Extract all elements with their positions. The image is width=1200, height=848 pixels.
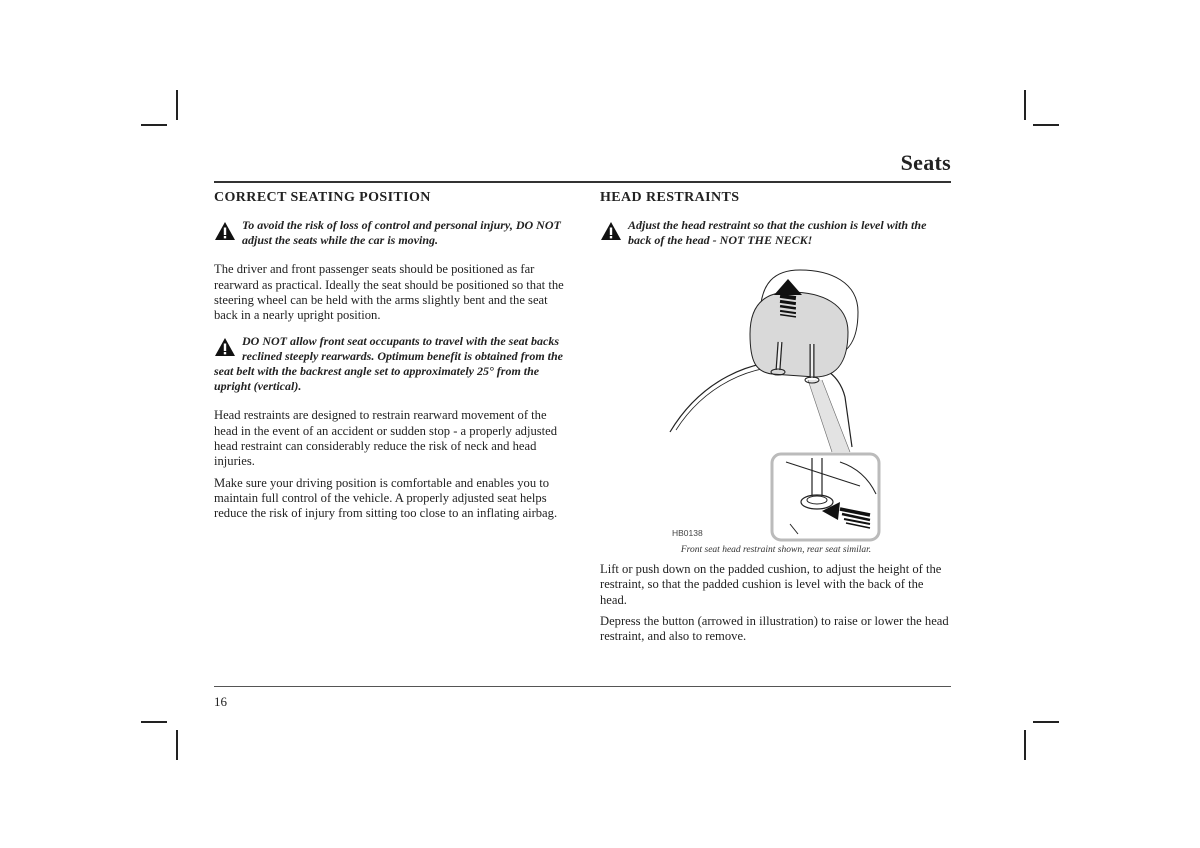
figure-code: HB0138 bbox=[672, 528, 703, 538]
warning-triangle-icon bbox=[214, 221, 236, 241]
warning-triangle-icon bbox=[214, 337, 236, 357]
page-number: 16 bbox=[214, 694, 227, 709]
right-body bbox=[600, 562, 952, 650]
crop-mark bbox=[141, 721, 167, 723]
warning-text: To avoid the risk of loss of control and personal injury, DO NOT adjust the seats while the car is moving. bbox=[242, 218, 561, 248]
footer-rule bbox=[214, 686, 951, 687]
warning-text: Adjust the head restraint so that the cushion is level with the back of the head - NOT THE NECK! bbox=[628, 218, 927, 248]
section-heading-head-restraints: HEAD RESTRAINTS bbox=[600, 190, 740, 205]
warning-block bbox=[600, 218, 952, 248]
crop-mark bbox=[176, 90, 178, 120]
section-heading-seating: CORRECT SEATING POSITION bbox=[214, 190, 431, 205]
warning-block bbox=[214, 334, 566, 395]
warning-block bbox=[214, 218, 566, 248]
right-column bbox=[600, 190, 952, 644]
figure-caption: Front seat head restraint shown, rear seat similar. bbox=[680, 545, 872, 555]
page-title: Seats bbox=[900, 150, 951, 175]
crop-mark bbox=[1024, 730, 1026, 760]
body-paragraph: Make sure your driving position is comfortable and enables you to maintain full control of the vehicle. A properly adjusted seat helps reduce the risk of injury from sitting too close to an inflating airbag. bbox=[214, 475, 558, 521]
crop-mark bbox=[141, 124, 167, 126]
head-restraint-illustration bbox=[600, 262, 952, 562]
crop-mark bbox=[1033, 124, 1059, 126]
crop-mark bbox=[176, 730, 178, 760]
crop-mark bbox=[1033, 721, 1059, 723]
warning-text: DO NOT allow front seat occupants to travel with the seat backs reclined steeply rearwards. Optimum benefit is obtained from the seat belt with the backrest angle set to approximately 25° from the upright (vertical). bbox=[214, 333, 563, 394]
body-paragraph: Lift or push down on the padded cushion, to adjust the height of the restraint, so that the padded cushion is level with the back of the head. bbox=[600, 562, 942, 607]
left-column bbox=[214, 190, 566, 527]
body-paragraph: Depress the button (arrowed in illustration) to raise or lower the head restraint, and also to remove. bbox=[600, 613, 949, 644]
warning-triangle-icon bbox=[600, 221, 622, 241]
header-rule bbox=[214, 181, 951, 183]
body-paragraph: The driver and front passenger seats should be positioned as far rearward as practical. Ideally the seat should be positioned so that the steering wheel can be held with the arms slightly bent and the seat back in a nearly upright position. bbox=[214, 262, 564, 323]
body-paragraph: Head restraints are designed to restrain rearward movement of the head in the event of an accident or sudden stop - a properly adjusted head restraint can considerably reduce the risk of neck and head injuries. bbox=[214, 408, 558, 469]
crop-mark bbox=[1024, 90, 1026, 120]
